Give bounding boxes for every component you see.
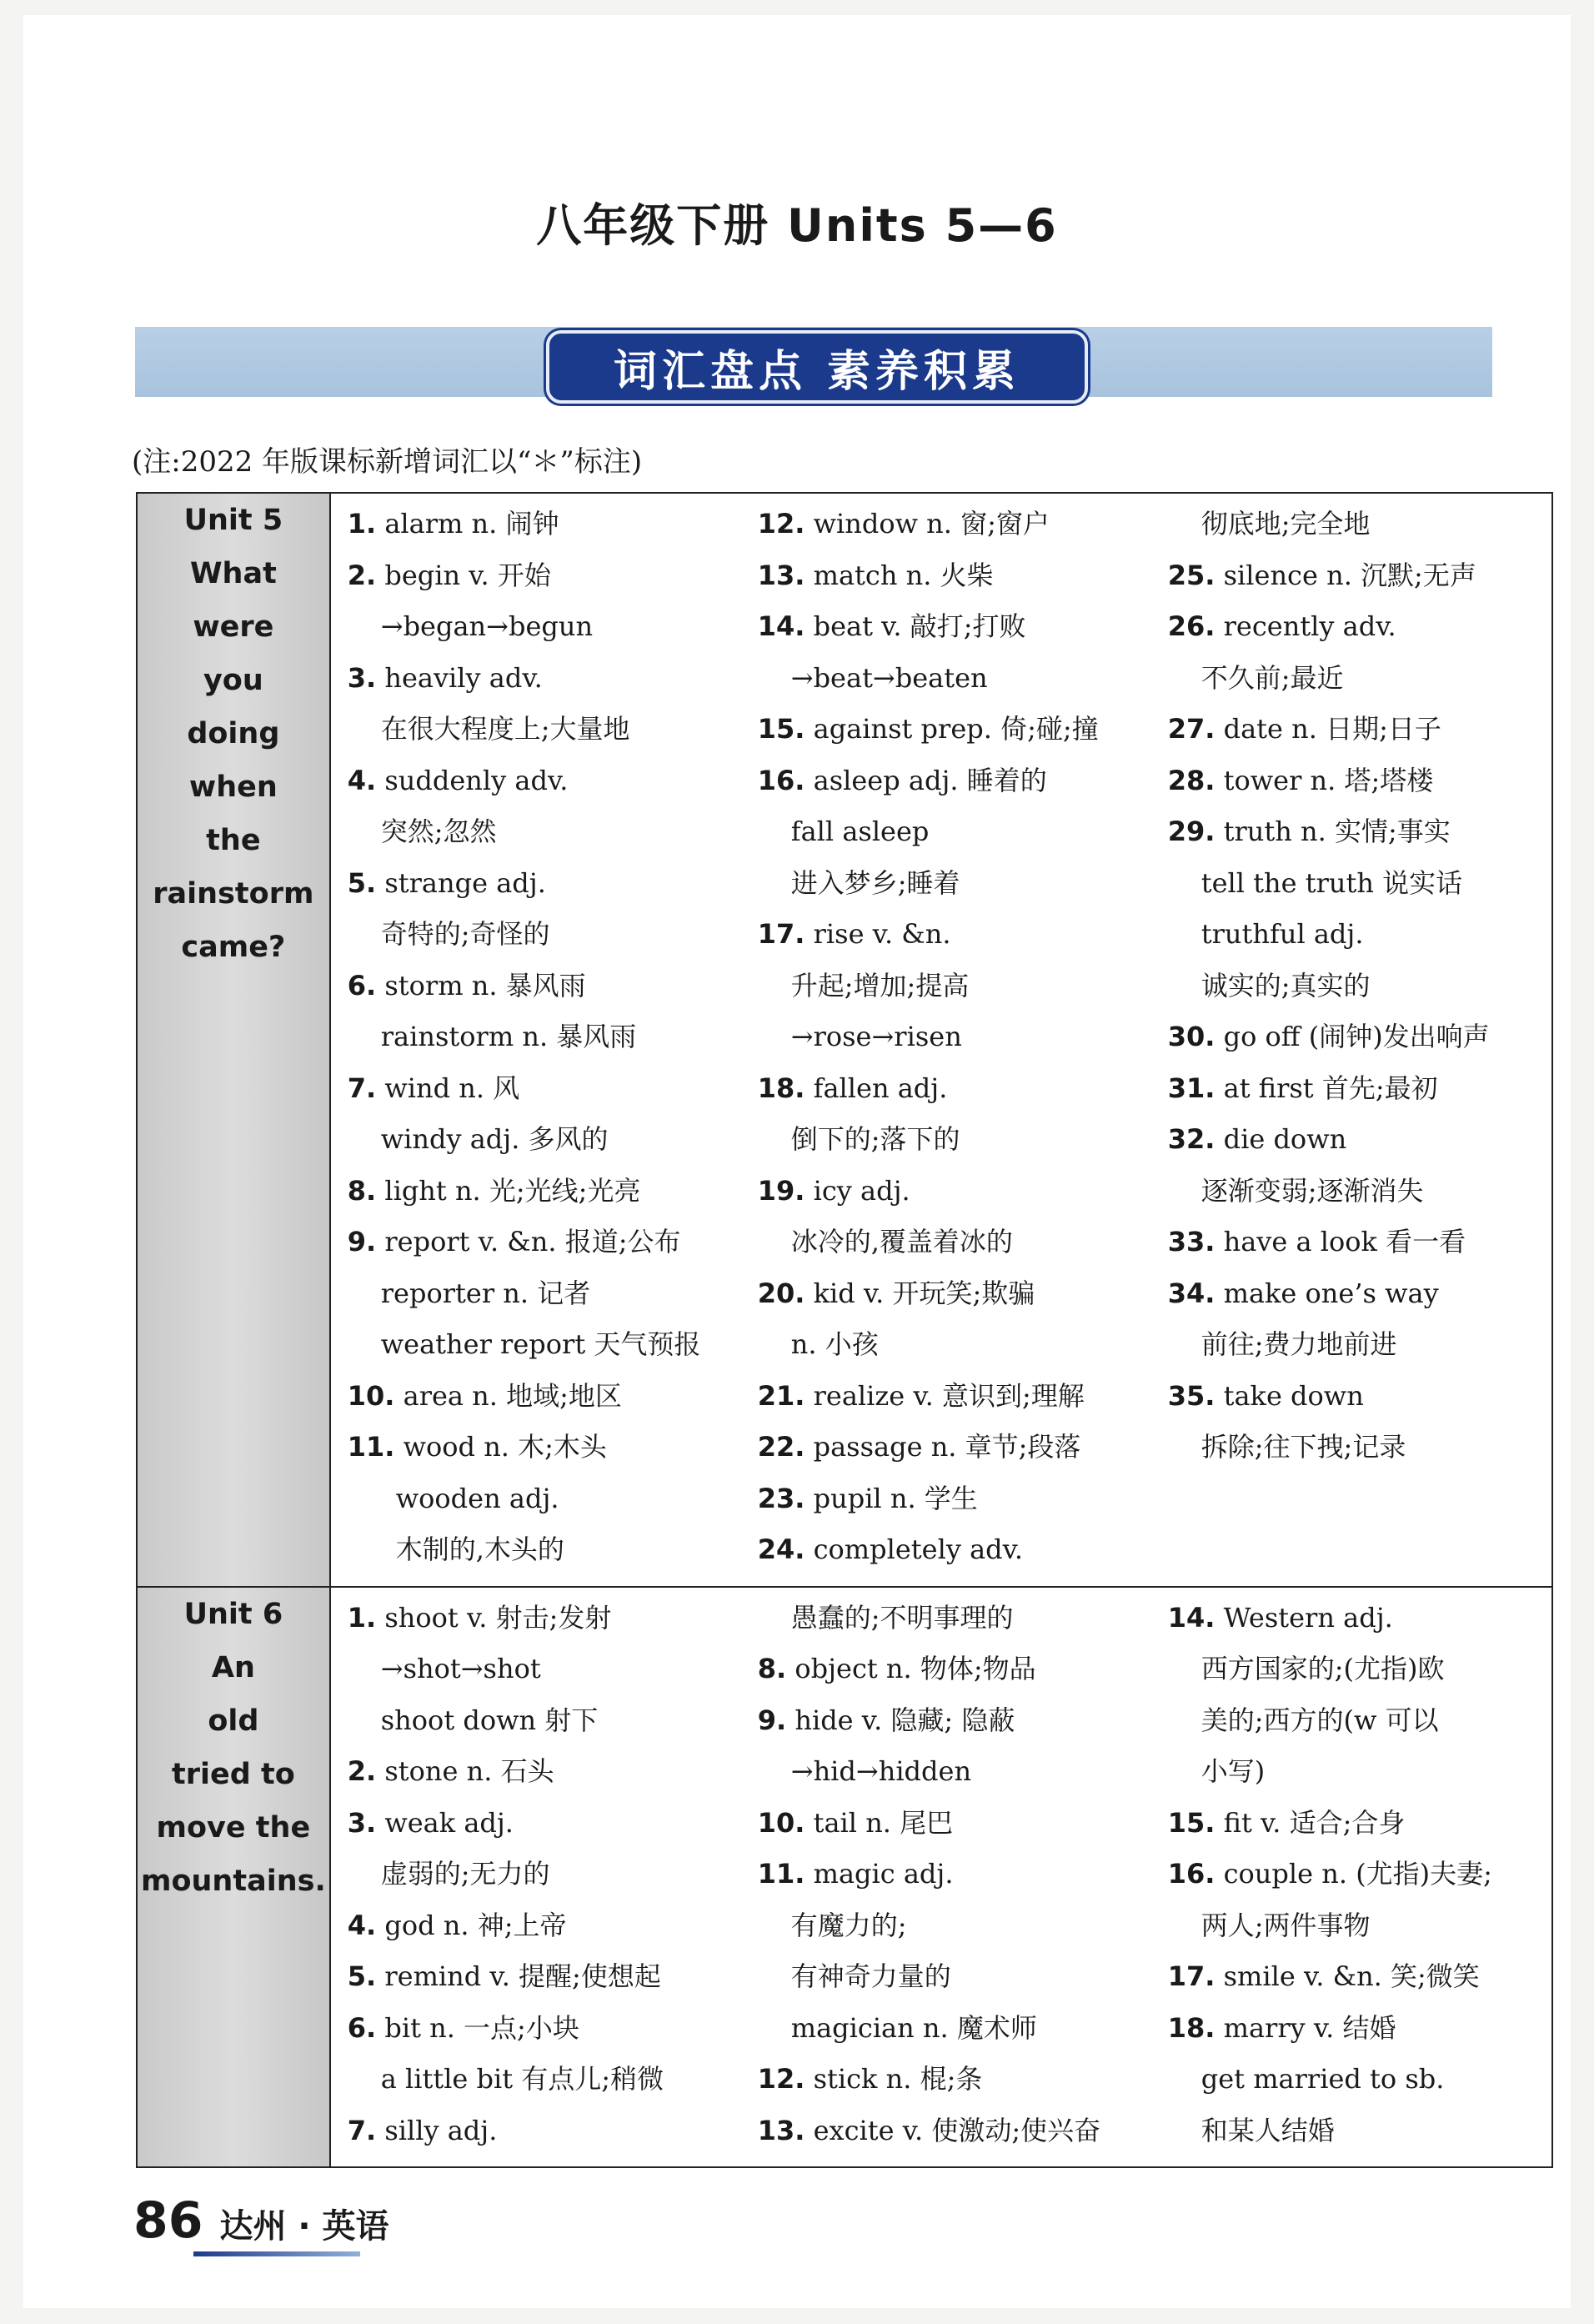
entry-number: 24. xyxy=(757,1533,805,1565)
entry-text: smile v. &n. 笑;微笑 xyxy=(1215,1960,1480,1992)
vocab-entry xyxy=(1168,1114,1551,1166)
vocab-entry xyxy=(348,755,758,807)
vocab-entry xyxy=(348,961,758,1012)
vocab-entry xyxy=(348,1063,758,1115)
vocab-entry: shoot down 射下 xyxy=(380,1704,599,1736)
unit5-content xyxy=(330,493,1552,1587)
entry-text: window n. 窗;窗户 xyxy=(805,508,1050,540)
vocab-entry xyxy=(758,601,1168,653)
entry-number: 35. xyxy=(1167,1379,1216,1412)
vocab-entry: a little bit 有点儿;稍微 xyxy=(380,2063,664,2095)
vocab-entry xyxy=(348,1951,758,2003)
vocab-entry xyxy=(1168,806,1551,858)
vocab-entry: 诚实的;真实的 xyxy=(1201,969,1371,1001)
vocab-entry xyxy=(1168,704,1551,755)
vocab-entry xyxy=(1168,601,1551,653)
entry-text: heavily adv. xyxy=(376,661,543,694)
unit-label-line: Unit 6 xyxy=(183,1597,283,1631)
vocab-entry xyxy=(348,1422,758,1473)
entry-number: 13. xyxy=(757,2114,805,2146)
entry-number: 3. xyxy=(347,1806,377,1839)
vocab-entry: 拆除;往下拽;记录 xyxy=(1201,1431,1406,1463)
unit6-column-2 xyxy=(758,1593,1168,2157)
entry-number: 7. xyxy=(347,1072,377,1104)
vocab-entry xyxy=(758,1644,1168,1695)
entry-text: strange adj. xyxy=(376,866,546,899)
entry-number: 7. xyxy=(347,2114,377,2146)
entry-number: 26. xyxy=(1167,610,1216,642)
entry-text: stick n. 棍;条 xyxy=(805,2063,983,2095)
entry-text: match n. 火柴 xyxy=(805,559,994,591)
entry-text: Western adj. xyxy=(1215,1601,1393,1634)
entry-number: 12. xyxy=(757,508,805,540)
entry-number: 19. xyxy=(757,1174,805,1207)
unit5-label-cell xyxy=(137,493,330,1587)
vocab-entry: truthful adj. xyxy=(1201,918,1364,950)
entry-number: 14. xyxy=(757,610,805,642)
unit5-column-3 xyxy=(1168,499,1551,1576)
vocab-entry xyxy=(348,2003,758,2055)
entry-number: 1. xyxy=(347,1601,377,1634)
entry-text: wood n. 木;木头 xyxy=(394,1431,607,1463)
note: (注:2022 年版课标新增词汇以“＊”标注) xyxy=(132,445,643,479)
unit6-column-3 xyxy=(1168,1593,1551,2157)
entry-number: 25. xyxy=(1167,559,1216,591)
vocab-entry: 在很大程度上;大量地 xyxy=(380,713,630,745)
entry-number: 27. xyxy=(1167,713,1216,745)
entry-text: area n. 地域;地区 xyxy=(394,1379,622,1412)
unit-label-line: doing xyxy=(187,717,280,750)
vocab-entry: 和某人结婚 xyxy=(1201,2114,1335,2146)
entry-number: 17. xyxy=(757,918,805,950)
vocab-entry: 愚蠢的;不明事理的 xyxy=(790,1601,1014,1634)
entry-number: 16. xyxy=(757,764,805,796)
vocab-entry: 逐渐变弱;逐渐消失 xyxy=(1201,1174,1424,1207)
vocab-entry: n. 小孩 xyxy=(790,1328,879,1360)
entry-text: passage n. 章节;段落 xyxy=(805,1431,1081,1463)
unit-label-line: Unit 5 xyxy=(183,504,283,537)
unit-label-line: tried to xyxy=(172,1757,295,1791)
entry-number: 8. xyxy=(347,1174,377,1207)
vocab-entry xyxy=(758,1524,1168,1576)
vocab-entry xyxy=(1168,1798,1551,1850)
unit6-label xyxy=(138,1588,329,1908)
vocab-entry xyxy=(758,1422,1168,1473)
vocab-entry: reporter n. 记者 xyxy=(380,1277,591,1309)
entry-number: 14. xyxy=(1167,1601,1216,1634)
vocab-entry: get married to sb. xyxy=(1201,2063,1445,2095)
vocab-entry xyxy=(348,2106,758,2157)
unit5-label xyxy=(138,494,329,974)
entry-text: make one’s way xyxy=(1215,1277,1439,1309)
entry-text: recently adv. xyxy=(1215,610,1396,642)
vocab-entry xyxy=(1168,1371,1551,1423)
unit-label-line: the xyxy=(206,824,261,857)
entry-text: couple n. (尤指)夫妻; xyxy=(1215,1858,1492,1890)
vocab-entry: 虚弱的;无力的 xyxy=(380,1858,550,1890)
entry-text: truth n. 实情;事实 xyxy=(1215,816,1451,847)
vocab-entry: →beat→beaten xyxy=(790,661,988,694)
unit-label-line: came? xyxy=(181,931,286,964)
vocab-table xyxy=(136,492,1553,2168)
entry-text: beat v. 敲打;打败 xyxy=(805,610,1026,642)
vocab-entry xyxy=(348,1746,758,1798)
vocab-entry xyxy=(348,653,758,705)
vocab-entry xyxy=(758,704,1168,755)
vocab-entry xyxy=(758,755,1168,807)
vocab-entry xyxy=(1168,1063,1551,1115)
entry-number: 5. xyxy=(347,1960,377,1992)
entry-number: 2. xyxy=(347,559,377,591)
entry-text: kid v. 开玩笑;欺骗 xyxy=(805,1277,1035,1309)
vocab-entry: 进入梦乡;睡着 xyxy=(790,866,960,899)
vocab-entry xyxy=(348,1217,758,1268)
entry-text: suddenly adv. xyxy=(376,764,569,796)
vocab-entry: 小写) xyxy=(1201,1755,1266,1787)
entry-text: against prep. 倚;碰;撞 xyxy=(805,713,1099,745)
vocab-entry xyxy=(1168,755,1551,807)
entry-text: storm n. 暴风雨 xyxy=(376,969,586,1001)
unit6-row xyxy=(137,1587,1552,2168)
vocab-entry: 倒下的;落下的 xyxy=(790,1123,960,1155)
entry-number: 33. xyxy=(1167,1226,1216,1257)
entry-text: weak adj. xyxy=(376,1806,514,1839)
vocab-entry xyxy=(758,1371,1168,1423)
vocab-entry: 突然;忽然 xyxy=(380,816,497,847)
entry-number: 1. xyxy=(347,508,377,540)
entry-text: silence n. 沉默;无声 xyxy=(1215,559,1476,591)
vocab-entry xyxy=(758,1849,1168,1900)
vocab-entry: →rose→risen xyxy=(790,1021,962,1052)
entry-text: completely adv. xyxy=(805,1533,1024,1565)
vocab-entry xyxy=(758,909,1168,961)
entry-text: marry v. 结婚 xyxy=(1215,2011,1396,2044)
entry-number: 23. xyxy=(757,1482,805,1514)
unit6-column-1 xyxy=(348,1593,758,2157)
entry-number: 34. xyxy=(1167,1277,1216,1309)
vocab-entry xyxy=(758,1063,1168,1115)
unit6-label-cell xyxy=(137,1587,330,2168)
entry-number: 15. xyxy=(757,713,805,745)
vocab-entry xyxy=(758,1268,1168,1320)
vocab-entry: →shot→shot xyxy=(380,1653,541,1684)
vocab-entry xyxy=(1168,1849,1551,1900)
footer xyxy=(133,2191,389,2250)
entry-number: 4. xyxy=(347,764,377,796)
vocab-entry xyxy=(348,1798,758,1850)
vocab-entry xyxy=(758,1166,1168,1217)
vocab-entry xyxy=(348,1371,758,1423)
entry-text: silly adj. xyxy=(376,2114,498,2146)
page-number: 86 xyxy=(133,2191,203,2250)
entry-text: shoot v. 射击;发射 xyxy=(376,1601,612,1634)
entry-text: realize v. 意识到;理解 xyxy=(805,1379,1085,1412)
vocab-entry: windy adj. 多风的 xyxy=(380,1123,609,1155)
vocab-entry: magician n. 魔术师 xyxy=(790,2011,1037,2044)
entry-text: hide v. 隐藏; 隐蔽 xyxy=(786,1704,1015,1736)
entry-text: magic adj. xyxy=(805,1858,954,1890)
unit5-column-2 xyxy=(758,499,1168,1576)
unit-label-line: What xyxy=(189,557,277,590)
vocab-entry: 升起;增加;提高 xyxy=(790,969,970,1001)
vocab-entry xyxy=(1168,1268,1551,1320)
entry-text: pupil n. 学生 xyxy=(805,1482,978,1514)
entry-text: stone n. 石头 xyxy=(376,1755,554,1787)
vocab-entry xyxy=(348,1166,758,1217)
entry-number: 32. xyxy=(1167,1123,1216,1155)
vocab-entry xyxy=(348,499,758,550)
vocab-entry: 奇特的;奇怪的 xyxy=(380,918,550,950)
entry-number: 28. xyxy=(1167,764,1216,796)
entry-number: 17. xyxy=(1167,1960,1216,1992)
entry-text: asleep adj. 睡着的 xyxy=(805,764,1047,796)
entry-text: alarm n. 闹钟 xyxy=(376,508,559,540)
entry-text: god n. 神;上帝 xyxy=(376,1909,567,1941)
vocab-entry xyxy=(348,858,758,910)
footer-label: 达州 · 英语 xyxy=(219,2207,389,2246)
unit5-column-1 xyxy=(348,499,758,1576)
entry-text: tail n. 尾巴 xyxy=(805,1806,954,1839)
entry-text: go off (闹钟)发出响声 xyxy=(1215,1021,1490,1052)
vocab-entry: rainstorm n. 暴风雨 xyxy=(380,1021,637,1052)
entry-number: 10. xyxy=(347,1379,395,1412)
entry-text: bit n. 一点;小块 xyxy=(376,2011,579,2044)
entry-text: begin v. 开始 xyxy=(376,559,551,591)
vocab-entry: 彻底地;完全地 xyxy=(1201,508,1371,540)
vocab-entry xyxy=(1168,1011,1551,1063)
vocab-entry: 西方国家的;(尤指)欧 xyxy=(1201,1653,1445,1684)
entry-number: 10. xyxy=(757,1806,805,1839)
vocab-entry: →hid→hidden xyxy=(790,1755,972,1787)
entry-text: remind v. 提醒;使想起 xyxy=(376,1960,661,1992)
vocab-entry: 不久前;最近 xyxy=(1201,661,1344,694)
vocab-entry: 冰冷的,覆盖着冰的 xyxy=(790,1226,1013,1257)
vocab-entry: 有神奇力量的 xyxy=(790,1960,951,1992)
vocab-entry: 美的;西方的(w 可以 xyxy=(1201,1704,1439,1736)
vocab-entry: →began→begun xyxy=(380,610,594,642)
entry-text: at first 首先;最初 xyxy=(1215,1072,1438,1104)
entry-text: have a look 看一看 xyxy=(1215,1226,1466,1257)
section-banner-title: 词汇盘点 素养积累 xyxy=(546,330,1088,404)
entry-number: 3. xyxy=(347,661,377,694)
vocab-entry xyxy=(348,1593,758,1644)
entry-number: 12. xyxy=(757,2063,805,2095)
vocab-entry xyxy=(1168,1951,1551,2003)
entry-number: 9. xyxy=(757,1704,787,1736)
entry-text: take down xyxy=(1215,1379,1364,1412)
vocab-entry xyxy=(1168,1217,1551,1268)
vocab-entry xyxy=(758,1798,1168,1850)
vocab-entry: 前往;费力地前进 xyxy=(1201,1328,1397,1360)
entry-number: 18. xyxy=(1167,2011,1216,2044)
entry-number: 18. xyxy=(757,1072,805,1104)
entry-number: 31. xyxy=(1167,1072,1216,1104)
footer-underline xyxy=(193,2251,360,2256)
vocab-entry: fall asleep xyxy=(790,816,930,847)
unit-label-line: old xyxy=(208,1704,259,1738)
unit-label-line: rainstorm xyxy=(153,877,314,911)
entry-number: 11. xyxy=(347,1431,395,1463)
vocab-entry: 有魔力的; xyxy=(790,1909,907,1941)
entry-number: 30. xyxy=(1167,1021,1216,1052)
vocab-entry xyxy=(758,2054,1168,2106)
vocab-entry xyxy=(758,1473,1168,1525)
entry-text: fallen adj. xyxy=(805,1072,948,1104)
entry-text: excite v. 使激动;使兴奋 xyxy=(805,2114,1101,2146)
entry-text: fit v. 适合;合身 xyxy=(1215,1806,1406,1839)
entry-text: report v. &n. 报道;公布 xyxy=(376,1226,681,1257)
unit-label-line: An xyxy=(211,1650,255,1684)
entry-number: 6. xyxy=(347,2011,377,2044)
vocab-entry xyxy=(1168,2003,1551,2055)
vocab-entry xyxy=(758,550,1168,602)
vocab-entry xyxy=(758,2106,1168,2157)
entry-number: 22. xyxy=(757,1431,805,1463)
vocab-entry: tell the truth 说实话 xyxy=(1201,866,1463,899)
entry-number: 2. xyxy=(347,1755,377,1787)
entry-text: date n. 日期;日子 xyxy=(1215,713,1441,745)
entry-number: 21. xyxy=(757,1379,805,1412)
entry-text: light n. 光;光线;光亮 xyxy=(376,1174,641,1207)
entry-text: tower n. 塔;塔楼 xyxy=(1215,764,1434,796)
unit6-content xyxy=(330,1587,1552,2168)
entry-number: 15. xyxy=(1167,1806,1216,1839)
entry-number: 4. xyxy=(347,1909,377,1941)
vocab-entry xyxy=(758,499,1168,550)
entry-number: 6. xyxy=(347,969,377,1001)
vocab-entry: weather report 天气预报 xyxy=(380,1328,701,1360)
entry-number: 20. xyxy=(757,1277,805,1309)
entry-number: 13. xyxy=(757,559,805,591)
vocab-entry: 两人;两件事物 xyxy=(1201,1909,1371,1941)
vocab-entry xyxy=(1168,550,1551,602)
unit-label-line: when xyxy=(188,770,278,804)
unit5-row xyxy=(137,493,1552,1587)
page-title: 八年级下册 Units 5—6 xyxy=(536,199,1058,252)
entry-number: 11. xyxy=(757,1858,805,1890)
entry-text: wind n. 风 xyxy=(376,1072,520,1104)
vocab-entry xyxy=(758,1695,1168,1747)
entry-text: die down xyxy=(1215,1123,1347,1155)
vocab-entry xyxy=(348,550,758,602)
vocab-entry xyxy=(1168,1593,1551,1644)
entry-text: icy adj. xyxy=(805,1174,910,1207)
entry-number: 29. xyxy=(1167,816,1216,847)
unit-label-line: mountains. xyxy=(141,1864,326,1898)
entry-number: 16. xyxy=(1167,1858,1216,1890)
vocab-entry xyxy=(348,1900,758,1952)
unit-label-line: you xyxy=(203,664,263,697)
entry-number: 5. xyxy=(347,866,377,899)
vocab-entry: wooden adj. xyxy=(395,1482,559,1514)
entry-number: 8. xyxy=(757,1653,787,1684)
unit-label-line: were xyxy=(193,610,274,644)
vocab-entry: 木制的,木头的 xyxy=(395,1533,564,1565)
entry-text: object n. 物体;物品 xyxy=(786,1653,1036,1684)
entry-text: rise v. &n. xyxy=(805,918,951,950)
entry-number: 9. xyxy=(347,1226,377,1257)
unit-label-line: move the xyxy=(156,1810,311,1845)
